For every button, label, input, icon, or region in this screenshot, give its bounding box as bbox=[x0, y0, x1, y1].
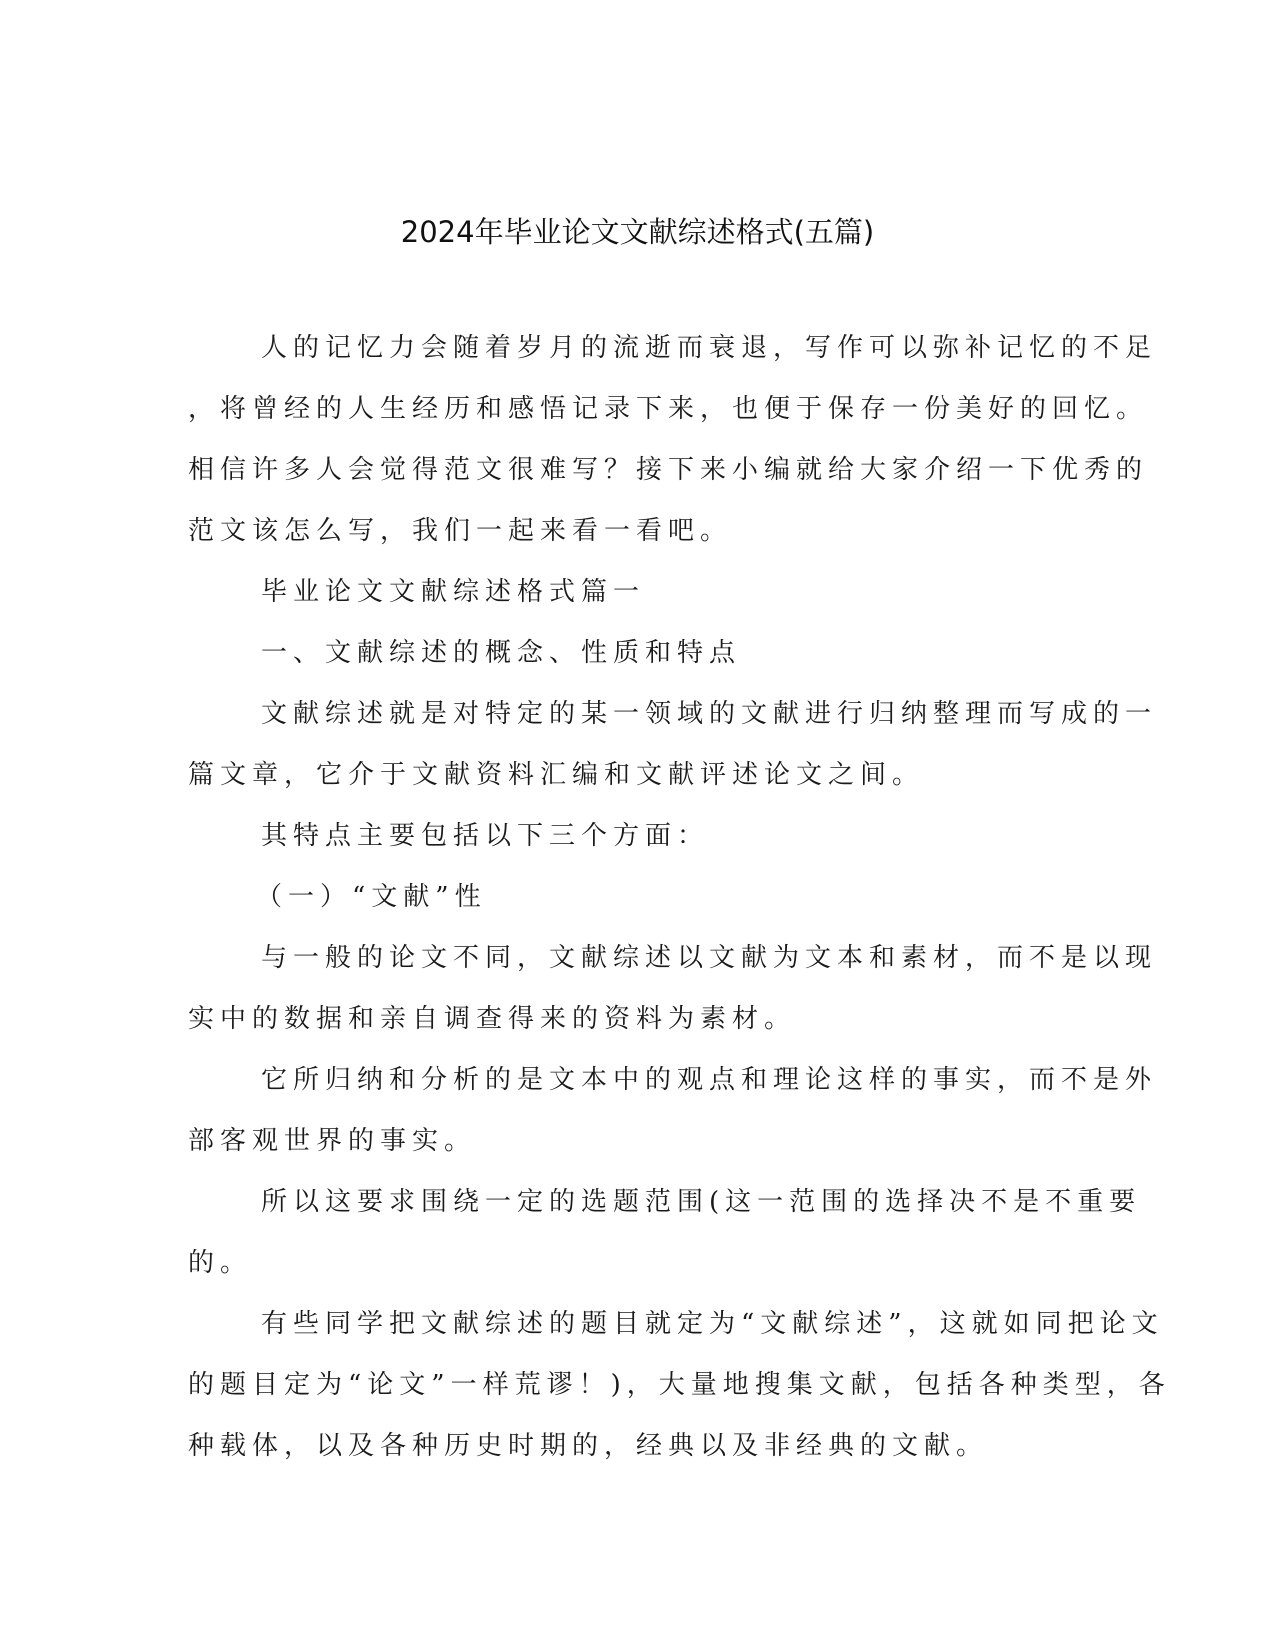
paragraph-line: 实中的数据和亲自调查得来的资料为素材。 bbox=[188, 1004, 797, 1034]
paragraph-line: 其特点主要包括以下三个方面： bbox=[261, 821, 710, 851]
paragraph-line: ，将曾经的人生经历和感悟记录下来，也便于保存一份美好的回忆。 bbox=[188, 394, 1149, 424]
paragraph-line: 的题目定为“论文”一样荒谬！)，大量地搜集文献，包括各种类型，各 bbox=[188, 1370, 1171, 1400]
paragraph-line: 的。 bbox=[188, 1248, 253, 1278]
list-heading: （一）“文献”性 bbox=[256, 882, 487, 912]
paragraph-line: 所以这要求围绕一定的选题范围(这一范围的选择决不是不重要 bbox=[261, 1187, 1142, 1217]
subsection-heading: 一、文献综述的概念、性质和特点 bbox=[261, 638, 742, 668]
paragraph-line: 文献综述就是对特定的某一领域的文献进行归纳整理而写成的一 bbox=[261, 699, 1158, 729]
paragraph-line: 相信许多人会觉得范文很难写？接下来小编就给大家介绍一下优秀的 bbox=[188, 455, 1149, 485]
paragraph-line: 部客观世界的事实。 bbox=[188, 1126, 477, 1156]
paragraph-line: 种载体，以及各种历史时期的，经典以及非经典的文献。 bbox=[188, 1431, 989, 1461]
paragraph-line: 有些同学把文献综述的题目就定为“文献综述”，这就如同把论文 bbox=[261, 1309, 1164, 1339]
document-title: 2024年毕业论文文献综述格式(五篇) bbox=[400, 215, 875, 249]
paragraph-line: 范文该怎么写，我们一起来看一看吧。 bbox=[188, 516, 733, 546]
paragraph-line: 与一般的论文不同，文献综述以文献为文本和素材，而不是以现 bbox=[261, 943, 1158, 973]
document-body bbox=[188, 328, 1171, 1487]
paragraph-line: 人的记忆力会随着岁月的流逝而衰退，写作可以弥补记忆的不足 bbox=[261, 333, 1158, 363]
paragraph-line: 它所归纳和分析的是文本中的观点和理论这样的事实，而不是外 bbox=[261, 1065, 1158, 1095]
paragraph-line: 篇文章，它介于文献资料汇编和文献评述论文之间。 bbox=[188, 760, 925, 790]
section-heading: 毕业论文文献综述格式篇一 bbox=[261, 577, 646, 607]
